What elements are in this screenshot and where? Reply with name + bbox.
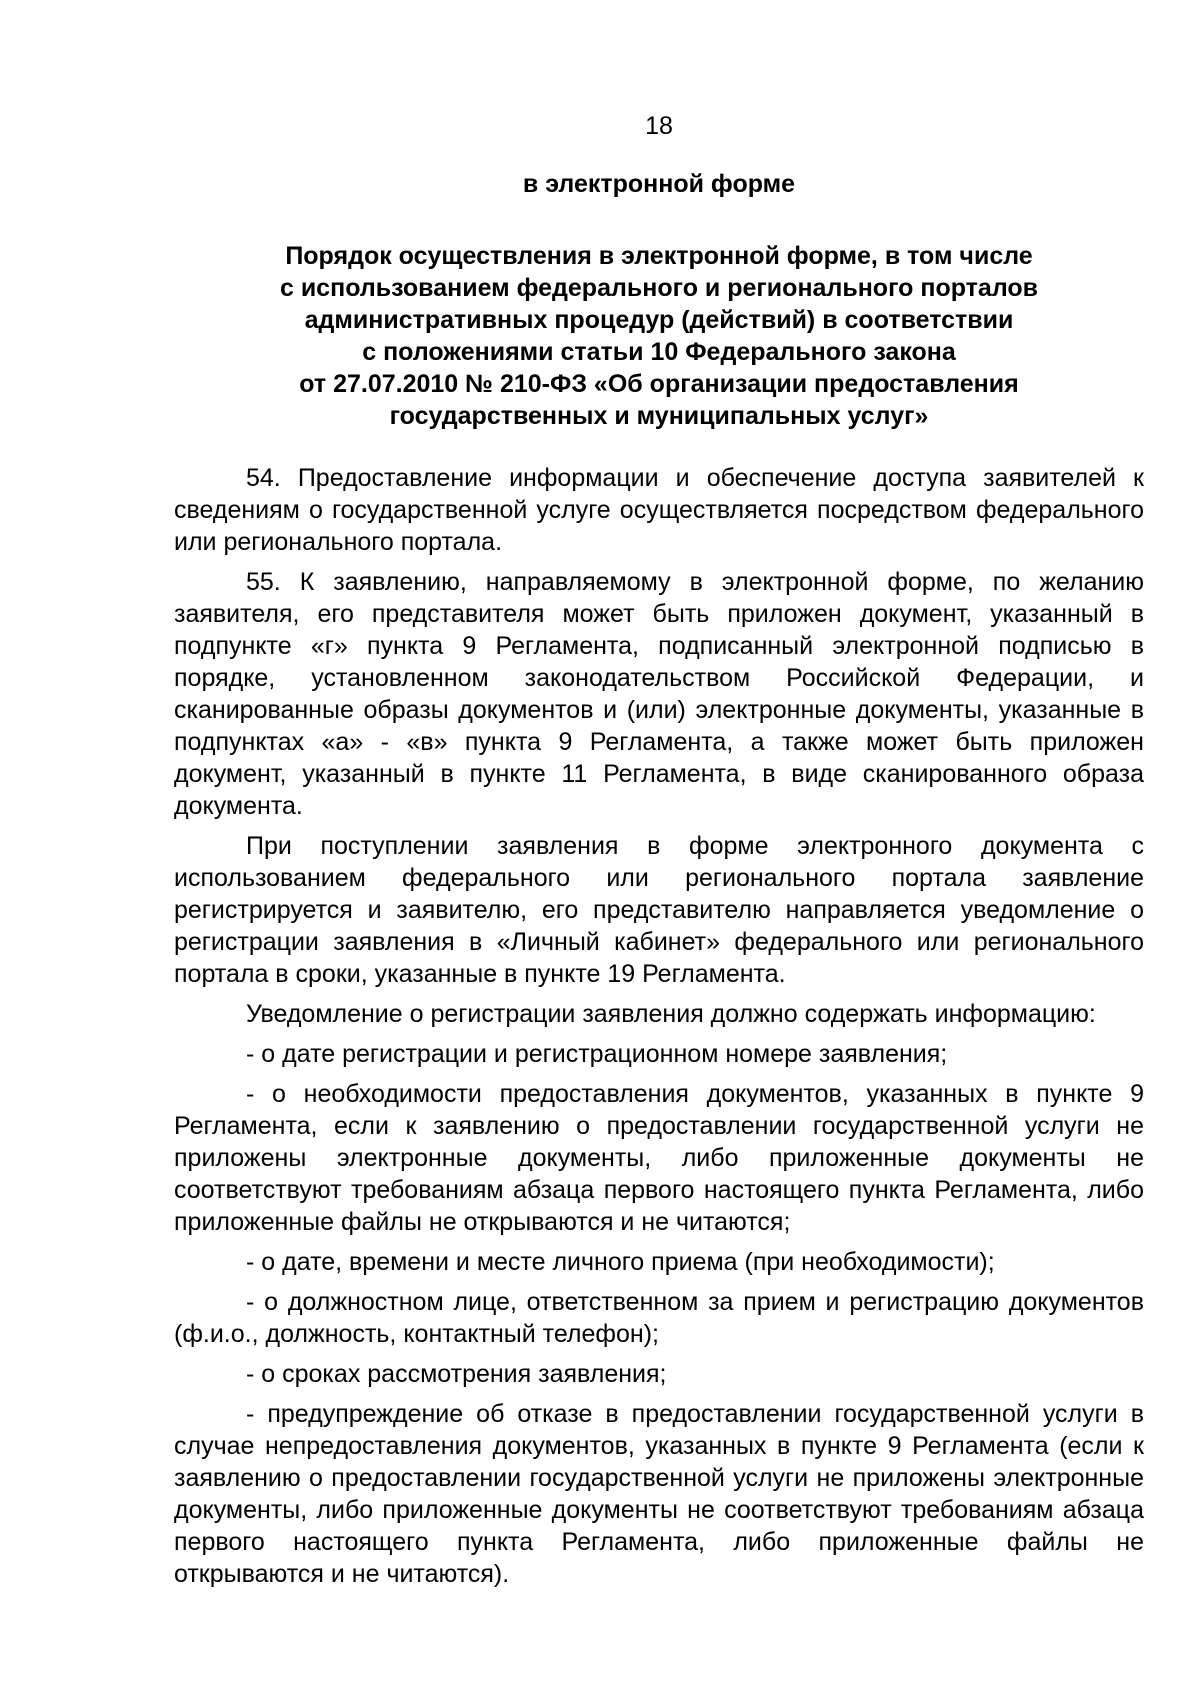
section-title: [174, 240, 1144, 432]
section-title-line: с использованием федерального и регионального порталов: [279, 274, 1039, 302]
section-title-line: от 27.07.2010 № 210-ФЗ «Об организации предоставления: [299, 370, 1019, 398]
section-title-line: государственных и муниципальных услуг»: [389, 402, 929, 430]
section-title-line: с положениями статьи 10 Федерального закона: [362, 338, 956, 366]
page-number: 18: [645, 112, 673, 140]
paragraph-registration: При поступлении заявления в форме электронного документа с использованием федерального или регионального портала заявление регистрируется и заявителю, его представителю направляется уведомление о регистрации заявления в «Личный кабинет» федерального или регионального портала в сроки, указанные в пункте 19 Регламента.: [174, 832, 1144, 988]
paragraph-54: 54. Предоставление информации и обеспечение доступа заявителей к сведениям о государственной услуге осуществляется посредством федерального или регионального портала.: [174, 464, 1144, 556]
section-title-line: Порядок осуществления в электронной форме, в том числе: [285, 242, 1033, 270]
section-title-line: административных процедур (действий) в соответствии: [304, 306, 1014, 334]
section-subheading: в электронной форме: [522, 170, 796, 198]
paragraph-notification-intro: Уведомление о регистрации заявления должно содержать информацию:: [246, 1000, 1096, 1028]
list-item-responsible-official: - о должностном лице, ответственном за прием и регистрацию документов (ф.и.о., должность, контактный телефон);: [174, 1288, 1144, 1348]
paragraph-55: 55. К заявлению, направляемому в электронной форме, по желанию заявителя, его представителя может быть приложен документ, указанный в подпункте «г» пункта 9 Регламента, подписанный электронной подписью в порядке, установленном законодательством Российской Федерации, и сканированные образы документов и (или) электронные документы, указанные в подпунктах «а» - «в» пункта 9 Регламента, а также может быть приложен документ, указанный в пункте 11 Регламента, в виде сканированного образа документа.: [174, 568, 1144, 820]
list-item-documents-required: - о необходимости предоставления документов, указанных в пункте 9 Регламента, если к заявлению о предоставлении государственной услуги не приложены электронные документы, либо приложенные документы не соответствуют требованиям абзаца первого настоящего пункта Регламента, либо приложенные файлы не открываются и не читаются;: [174, 1080, 1144, 1236]
list-item-appointment: - о дате, времени и месте личного приема (при необходимости);: [246, 1248, 995, 1276]
list-item-date-number: - о дате регистрации и регистрационном номере заявления;: [246, 1040, 948, 1068]
document-page: [174, 110, 1144, 1598]
list-item-review-terms: - о сроках рассмотрения заявления;: [246, 1360, 667, 1388]
list-item-refusal-warning: - предупреждение об отказе в предоставлении государственной услуги в случае непредоставления документов, указанных в пункте 9 Регламента (если к заявлению о предоставлении государственной услуги не приложены электронные документы, либо приложенные документы не соответствуют требованиям абзаца первого настоящего пункта Регламента, либо приложенные файлы не открываются и не читаются).: [174, 1400, 1144, 1588]
